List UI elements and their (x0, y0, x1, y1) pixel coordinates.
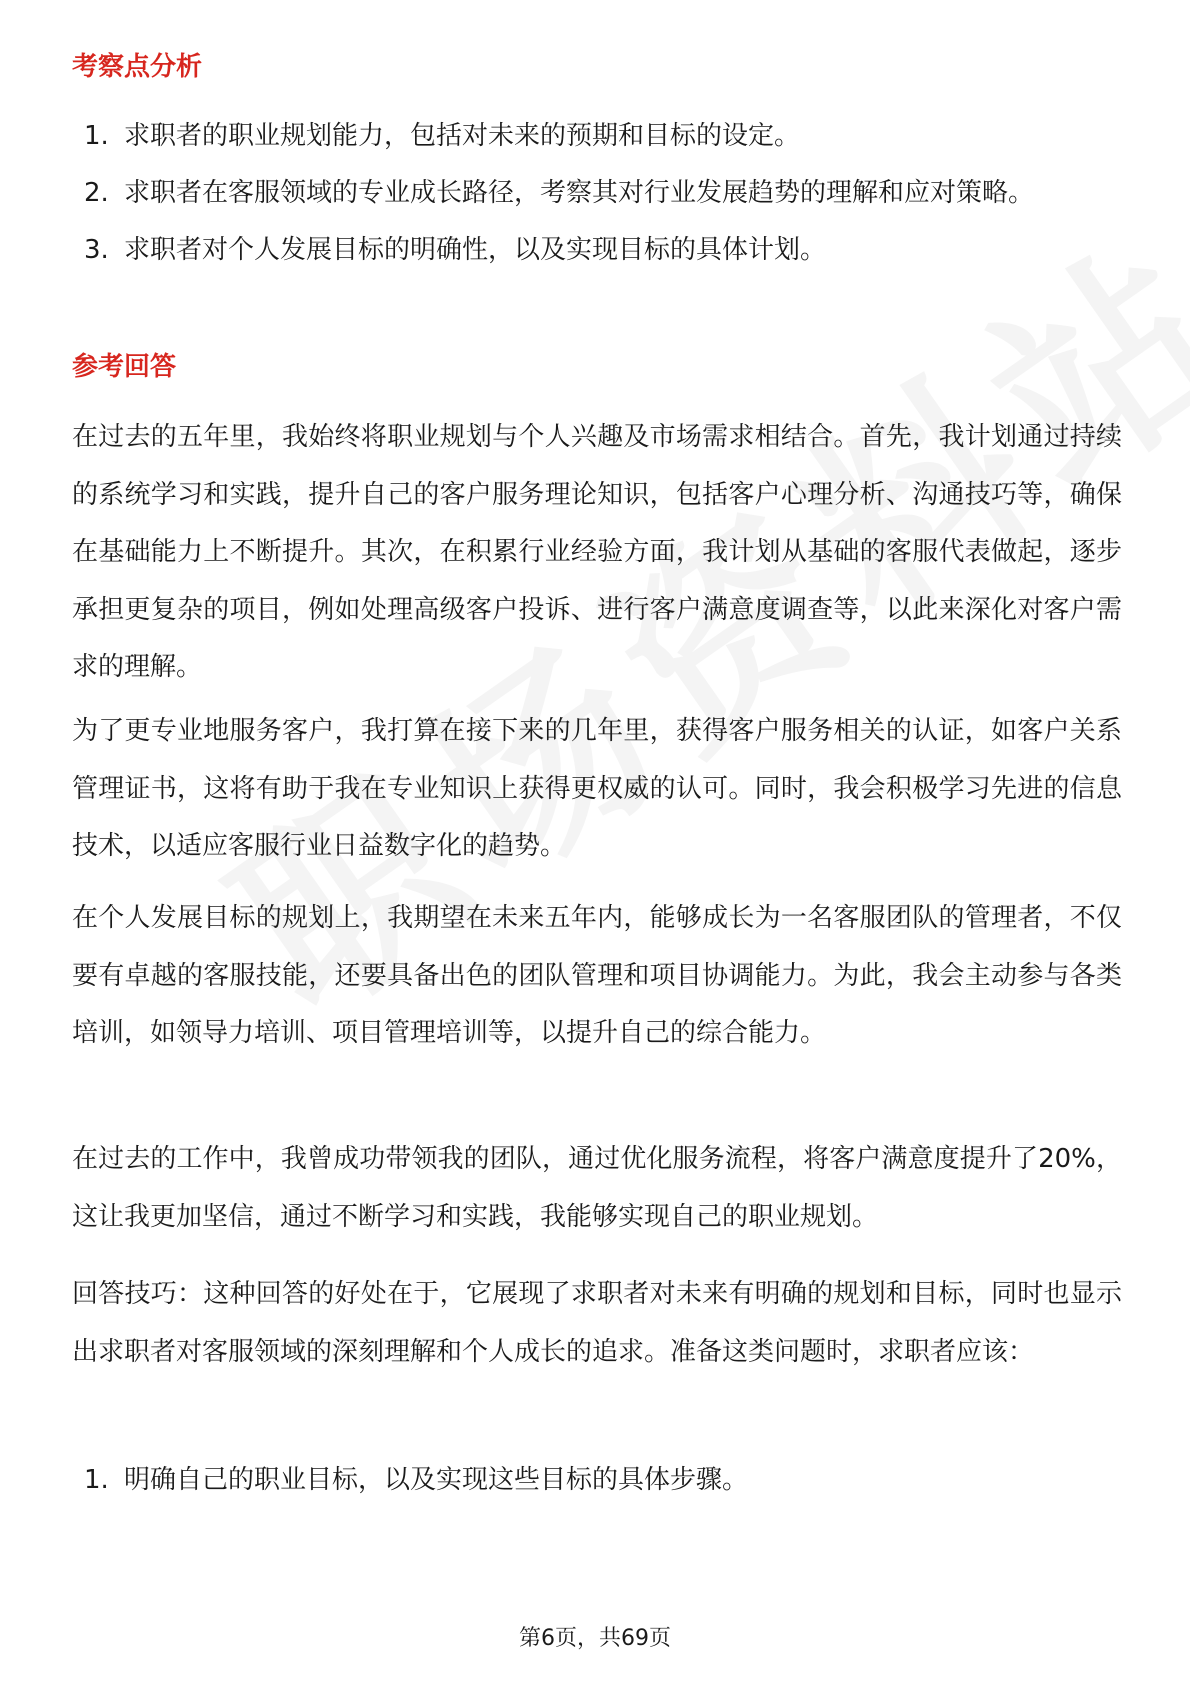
answer-paragraph: 在个人发展目标的规划上，我期望在未来五年内，能够成长为一名客服团队的管理者，不仅要有卓越的客服技能，还要具备出色的团队管理和项目协调能力。为此，我会主动参与各类培训，如领导力培训、项目管理培训等，以提升自己的综合能力。 (72, 903, 1122, 1048)
list-item-text: 求职者的职业规划能力，包括对未来的预期和目标的设定。 (124, 121, 801, 151)
list-item-number: 1. (84, 121, 109, 151)
list-item (72, 1452, 1122, 1509)
answer-paragraph: 在过去的五年里，我始终将职业规划与个人兴趣及市场需求相结合。首先，我计划通过持续的系统学习和实践，提升自己的客户服务理论知识，包括客户心理分析、沟通技巧等，确保在基础能力上不断提升。其次，在积累行业经验方面，我计划从基础的客服代表做起，逐步承担更复杂的项目，例如处理高级客户投诉、进行客户满意度调查等，以此来深化对客户需求的理解。 (72, 422, 1122, 682)
list-item-number: 1. (84, 1465, 109, 1495)
section-heading-analysis: 考察点分析 (72, 52, 203, 82)
list-item-text: 求职者在客服领域的专业成长路径，考察其对行业发展趋势的理解和应对策略。 (124, 178, 1035, 208)
tips-list (72, 1452, 1122, 1509)
answer-paragraph: 在过去的工作中，我曾成功带领我的团队，通过优化服务流程，将客户满意度提升了20%，这让我更加坚信，通过不断学习和实践，我能够实现自己的职业规划。 (72, 1144, 1122, 1232)
analysis-list (72, 108, 1122, 279)
page-number: 第6页，共69页 (519, 1626, 671, 1651)
section-heading-answer: 参考回答 (72, 352, 177, 382)
list-item-text: 明确自己的职业目标，以及实现这些目标的具体步骤。 (124, 1465, 749, 1495)
list-item-number: 2. (84, 178, 109, 208)
list-item (72, 108, 1122, 165)
answer-paragraph: 为了更专业地服务客户，我打算在接下来的几年里，获得客户服务相关的认证，如客户关系管理证书，这将有助于我在专业知识上获得更权威的认可。同时，我会积极学习先进的信息技术，以适应客服行业日益数字化的趋势。 (72, 716, 1122, 861)
list-item (72, 222, 1122, 279)
answer-tips-paragraph: 回答技巧：这种回答的好处在于，它展现了求职者对未来有明确的规划和目标，同时也显示出求职者对客服领域的深刻理解和个人成长的追求。准备这类问题时，求职者应该： (72, 1279, 1122, 1367)
list-item-text: 求职者对个人发展目标的明确性，以及实现目标的具体计划。 (124, 235, 827, 265)
list-item (72, 165, 1122, 222)
list-item-number: 3. (84, 235, 109, 265)
